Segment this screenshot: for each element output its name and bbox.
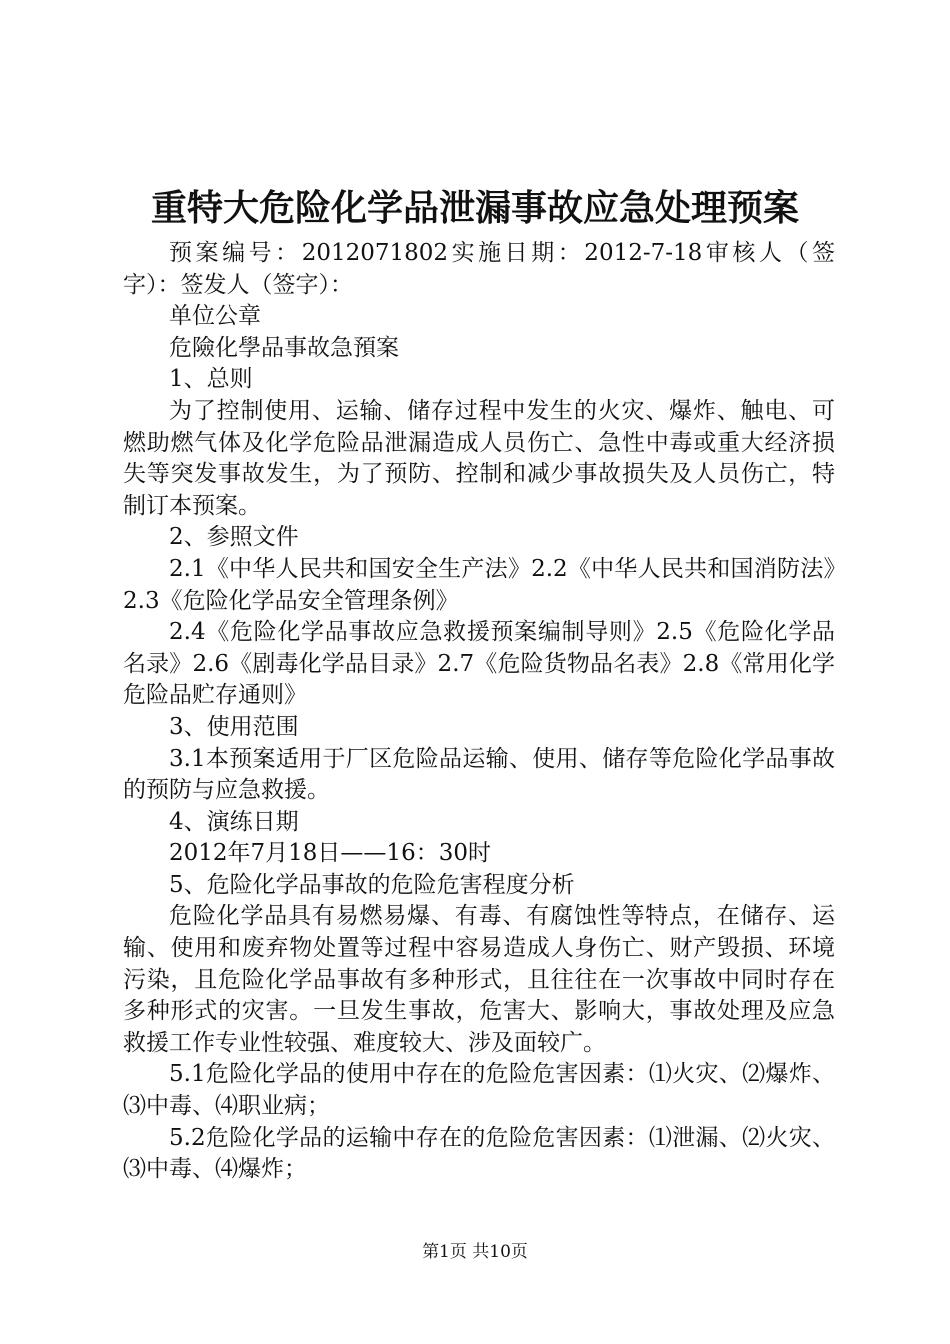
body-paragraph: 2.1《中华人民共和国安全生产法》2.2《中华人民共和国消防法》2.3《危险化学品安全管理条例》 xyxy=(123,555,835,614)
body-paragraph: 为了控制使用、运输、储存过程中发生的火灾、爆炸、触电、可燃助燃气体及化学危险品泄漏造成人员伤亡、急性中毒或重大经济损失等突发事故发生，为了预防、控制和减少事故损失及人员伤亡，特制订本预案。 xyxy=(123,397,835,519)
page-footer: 第1页 共10页 xyxy=(422,1242,528,1262)
section-heading: 4、演练日期 xyxy=(169,808,299,835)
section-heading: 5、危险化学品事故的危险危害程度分析 xyxy=(169,871,575,898)
body-paragraph: 5.2危险化学品的运输中存在的危险危害因素：⑴泄漏、⑵火灾、⑶中毒、⑷爆炸； xyxy=(123,1124,835,1183)
section-heading: 1、总则 xyxy=(169,366,253,393)
body-paragraph: 3.1本预案适用于厂区危险品运输、使用、储存等危险化学品事故的预防与应急救援。 xyxy=(123,745,835,804)
body-paragraph: 2.4《危险化学品事故应急救援预案编制导则》2.5《危险化学品名录》2.6《剧毒化学品目录》2.7《危险货物品名表》2.8《常用化学危险品贮存通则》 xyxy=(123,619,835,709)
document-body xyxy=(123,238,835,1186)
section-heading: 2、参照文件 xyxy=(169,524,299,551)
header-info-paragraph: 预案编号：2012071802实施日期：2012-7-18审核人（签字）：签发人（签字）： xyxy=(123,240,835,298)
body-paragraph: 5.1危险化学品的使用中存在的危险危害因素：⑴火灾、⑵爆炸、⑶中毒、⑷职业病； xyxy=(123,1061,835,1120)
body-paragraph: 2012年7月18日——16：30时 xyxy=(169,840,491,867)
document-title: 重特大危险化学品泄漏事故应急处理预案 xyxy=(150,187,799,229)
body-paragraph: 危险化学品具有易燃易爆、有毒、有腐蚀性等特点，在储存、运输、使用和废弃物处置等过程中容易造成人身伤亡、财产毁损、环境污染，且危险化学品事故有多种形式，且往往在一次事故中同时存在多种形式的灾害。一旦发生事故，危害大、影响大，事故处理及应急救援工作专业性较强、难度较大、涉及面较广。 xyxy=(123,903,835,1056)
subtitle-line: 危險化學品事故急預案 xyxy=(169,334,399,361)
seal-line: 单位公章 xyxy=(169,303,261,330)
section-heading: 3、使用范围 xyxy=(169,713,299,740)
